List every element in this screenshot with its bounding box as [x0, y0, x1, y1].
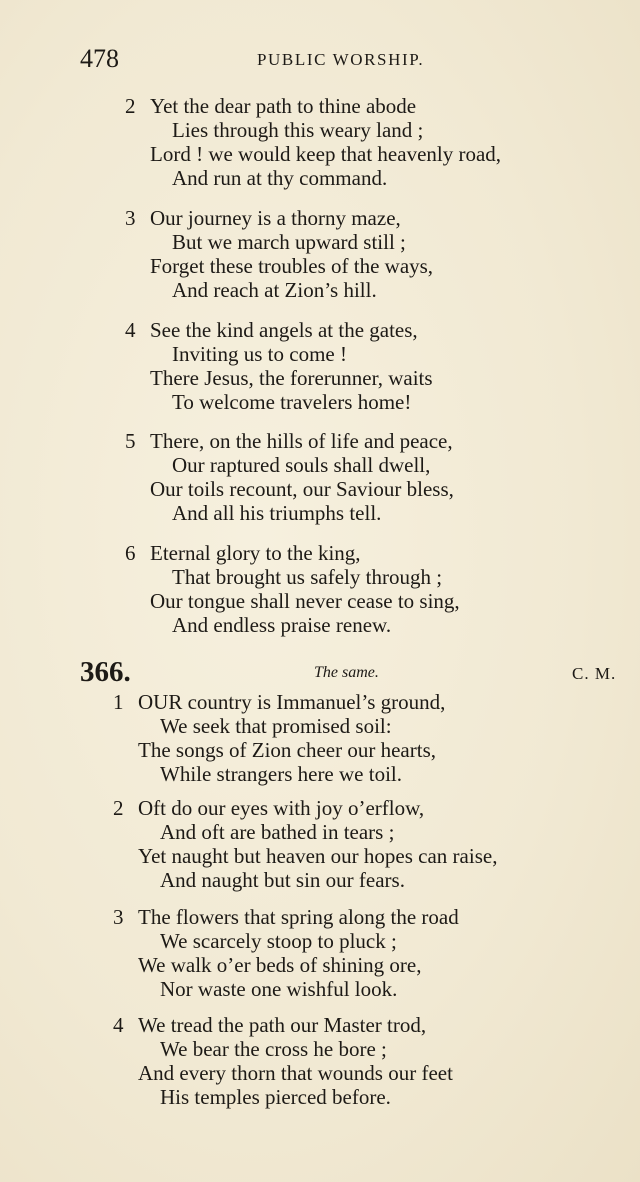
hymn-meter: C. M. [572, 664, 617, 683]
verse-line: Lies through this weary land ; [172, 118, 424, 142]
page-number: 478 [80, 44, 119, 73]
verse-line: While strangers here we toil. [160, 762, 402, 786]
verse-line: Oft do our eyes with joy o’erflow, [138, 796, 425, 820]
running-head: PUBLIC WORSHIP. [257, 50, 425, 69]
verse-line: The flowers that spring along the road [138, 905, 459, 929]
verse-line: Lord ! we would keep that heavenly road, [150, 142, 502, 166]
verse-line: That brought us safely through ; [172, 565, 443, 589]
stanza-number: 4 [113, 1013, 124, 1037]
verse-line: Inviting us to come ! [172, 342, 347, 366]
verse-line: And all his triumphs tell. [172, 501, 382, 525]
verse-line: See the kind angels at the gates, [150, 318, 418, 342]
verse-line: Our tongue shall never cease to sing, [150, 589, 460, 613]
stanza-number: 2 [125, 94, 136, 118]
verse-line: The songs of Zion cheer our hearts, [138, 738, 436, 762]
verse-line: And endless praise renew. [172, 613, 392, 637]
hymn-number: 366. [80, 656, 131, 688]
verse-line: Eternal glory to the king, [150, 541, 361, 565]
verse-line: There, on the hills of life and peace, [150, 429, 453, 453]
verse-line: His temples pierced before. [160, 1085, 391, 1109]
stanza-number: 4 [125, 318, 136, 342]
verse-line: And every thorn that wounds our feet [138, 1061, 453, 1085]
stanza-number: 6 [125, 541, 136, 565]
verse-line: To welcome travelers home! [172, 390, 412, 414]
verse-line: We walk o’er beds of shining ore, [138, 953, 422, 977]
verse-line: And run at thy command. [172, 166, 388, 190]
verse-line: Yet the dear path to thine abode [150, 94, 417, 118]
verse-line: Our toils recount, our Saviour bless, [150, 477, 454, 501]
stanza-number: 5 [125, 429, 136, 453]
verse-line: We bear the cross he bore ; [160, 1037, 387, 1061]
verse-line: Our journey is a thorny maze, [150, 206, 401, 230]
verse-line: But we march upward still ; [172, 230, 406, 254]
verse-line: We seek that promised soil: [160, 714, 392, 738]
verse-line: And oft are bathed in tears ; [160, 820, 395, 844]
verse-line: Our raptured souls shall dwell, [172, 453, 431, 477]
verse-line: OUR country is Immanuel’s ground, [138, 690, 446, 714]
stanza-number: 3 [113, 905, 124, 929]
verse-line: We scarcely stoop to pluck ; [160, 929, 397, 953]
verse-line: There Jesus, the forerunner, waits [150, 366, 433, 390]
verse-line: Yet naught but heaven our hopes can raise, [138, 844, 498, 868]
verse-line: Forget these troubles of the ways, [150, 254, 434, 278]
verse-line: And reach at Zion’s hill. [172, 278, 377, 302]
stanza-number: 1 [113, 690, 124, 714]
verse-line: And naught but sin our fears. [160, 868, 405, 892]
stanza-number: 2 [113, 796, 124, 820]
hymn-title: The same. [314, 664, 379, 681]
verse-line: We tread the path our Master trod, [138, 1013, 427, 1037]
verse-line: Nor waste one wishful look. [160, 977, 398, 1001]
stanza-number: 3 [125, 206, 136, 230]
